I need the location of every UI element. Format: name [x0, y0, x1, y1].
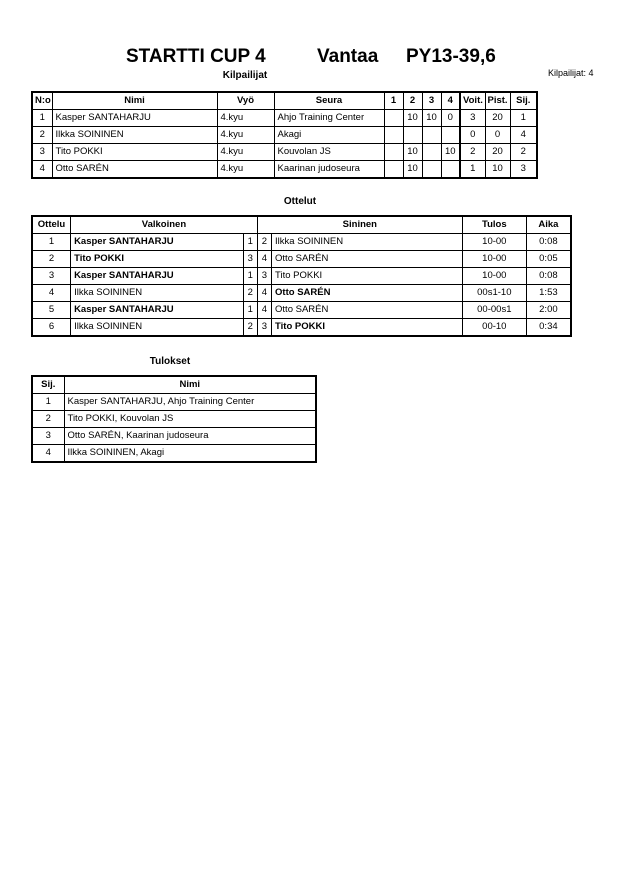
score-vs-4: [441, 127, 460, 144]
result-row: [32, 411, 316, 428]
blue-fighter: Otto SARÉN: [272, 285, 463, 302]
white-fighter-number: 1: [243, 302, 257, 319]
competitor-place: 1: [510, 110, 537, 127]
matches-col-header: Tulos: [462, 216, 526, 234]
competitor-wins: 2: [460, 144, 485, 161]
score-vs-2: 10: [403, 161, 422, 179]
competitors-col-header: Voit.: [460, 92, 485, 110]
match-number: 2: [32, 251, 71, 268]
competitor-points: 20: [485, 110, 510, 127]
match-result: 10-00: [462, 268, 526, 285]
competitor-number: 4: [32, 161, 52, 179]
score-vs-4: 0: [441, 110, 460, 127]
result-name: Otto SARÉN, Kaarinan judoseura: [64, 428, 316, 445]
score-vs-3: [422, 144, 441, 161]
competitors-col-header: Vyö: [217, 92, 274, 110]
result-name: Tito POKKI, Kouvolan JS: [64, 411, 316, 428]
match-number: 6: [32, 319, 71, 337]
competitor-row: [32, 144, 537, 161]
competitor-points: 10: [485, 161, 510, 179]
results-col-header: Nimi: [64, 376, 316, 394]
score-vs-2: 10: [403, 110, 422, 127]
match-number: 1: [32, 234, 71, 251]
matches-col-header: Sininen: [257, 216, 462, 234]
competitors-col-header: N:o: [32, 92, 52, 110]
matches-col-header: Valkoinen: [71, 216, 258, 234]
match-time: 0:34: [526, 319, 571, 337]
score-vs-1: [384, 110, 403, 127]
match-row: [32, 251, 571, 268]
blue-fighter-number: 2: [257, 234, 271, 251]
competitor-points: 20: [485, 144, 510, 161]
match-number: 3: [32, 268, 71, 285]
competitor-place: 2: [510, 144, 537, 161]
matches-section-title: Ottelut: [283, 196, 317, 207]
result-name: Ilkka SOININEN, Akagi: [64, 445, 316, 463]
match-result: 10-00: [462, 234, 526, 251]
match-row: [32, 302, 571, 319]
blue-fighter-number: 3: [257, 268, 271, 285]
blue-fighter: Otto SARÉN: [272, 302, 463, 319]
score-vs-3: [422, 127, 441, 144]
result-place: 3: [32, 428, 64, 445]
competitor-row: [32, 127, 537, 144]
score-vs-1: [384, 127, 403, 144]
result-place: 4: [32, 445, 64, 463]
match-number: 4: [32, 285, 71, 302]
match-row: [32, 234, 571, 251]
matches-table: [31, 215, 572, 337]
competitor-place: 4: [510, 127, 537, 144]
score-vs-4: 10: [441, 144, 460, 161]
competitors-header-row: [32, 92, 537, 110]
white-fighter: Ilkka SOININEN: [71, 285, 244, 302]
white-fighter: Tito POKKI: [71, 251, 244, 268]
competitors-col-header: Sij.: [510, 92, 537, 110]
competitor-wins: 3: [460, 110, 485, 127]
blue-fighter: Tito POKKI: [272, 319, 463, 337]
competitor-club: Akagi: [274, 127, 384, 144]
white-fighter-number: 1: [243, 234, 257, 251]
blue-fighter-number: 4: [257, 285, 271, 302]
white-fighter: Kasper SANTAHARJU: [71, 268, 244, 285]
match-time: 1:53: [526, 285, 571, 302]
competitor-points: 0: [485, 127, 510, 144]
competitor-number: 3: [32, 144, 52, 161]
blue-fighter-number: 4: [257, 251, 271, 268]
competitor-wins: 1: [460, 161, 485, 179]
competitors-col-header: Nimi: [52, 92, 217, 110]
competitors-col-header: Seura: [274, 92, 384, 110]
competitor-belt: 4.kyu: [217, 144, 274, 161]
results-section-title: Tulokset: [149, 356, 191, 367]
competitor-name: Kasper SANTAHARJU: [52, 110, 217, 127]
competitor-number: 1: [32, 110, 52, 127]
competitors-col-header: 2: [403, 92, 422, 110]
result-place: 1: [32, 394, 64, 411]
score-vs-1: [384, 161, 403, 179]
competitor-belt: 4.kyu: [217, 161, 274, 179]
blue-fighter: Tito POKKI: [272, 268, 463, 285]
match-time: 0:08: [526, 234, 571, 251]
match-row: [32, 285, 571, 302]
blue-fighter-number: 4: [257, 302, 271, 319]
match-time: 0:05: [526, 251, 571, 268]
competitor-belt: 4.kyu: [217, 110, 274, 127]
white-fighter-number: 3: [243, 251, 257, 268]
match-result: 00-10: [462, 319, 526, 337]
competitor-number: 2: [32, 127, 52, 144]
result-place: 2: [32, 411, 64, 428]
score-vs-3: [422, 161, 441, 179]
competitor-club: Kouvolan JS: [274, 144, 384, 161]
results-header-row: [32, 376, 316, 394]
competitor-name: Ilkka SOININEN: [52, 127, 217, 144]
blue-fighter: Ilkka SOININEN: [272, 234, 463, 251]
competitor-belt: 4.kyu: [217, 127, 274, 144]
white-fighter-number: 1: [243, 268, 257, 285]
white-fighter-number: 2: [243, 285, 257, 302]
score-vs-2: [403, 127, 422, 144]
competitor-place: 3: [510, 161, 537, 179]
score-vs-3: 10: [422, 110, 441, 127]
results-col-header: Sij.: [32, 376, 64, 394]
competitor-wins: 0: [460, 127, 485, 144]
match-result: 00s1-10: [462, 285, 526, 302]
competitor-club: Ahjo Training Center: [274, 110, 384, 127]
matches-header-row: [32, 216, 571, 234]
match-time: 2:00: [526, 302, 571, 319]
matches-col-header: Ottelu: [32, 216, 71, 234]
match-result: 10-00: [462, 251, 526, 268]
competitor-name: Tito POKKI: [52, 144, 217, 161]
match-result: 00-00s1: [462, 302, 526, 319]
tournament-title: STARTTI CUP 4: [126, 46, 266, 67]
score-vs-1: [384, 144, 403, 161]
results-table: [31, 375, 317, 463]
blue-fighter: Otto SARÉN: [272, 251, 463, 268]
result-name: Kasper SANTAHARJU, Ahjo Training Center: [64, 394, 316, 411]
matches-col-header: Aika: [526, 216, 571, 234]
white-fighter: Kasper SANTAHARJU: [71, 234, 244, 251]
match-row: [32, 268, 571, 285]
competitor-club: Kaarinan judoseura: [274, 161, 384, 179]
score-vs-4: [441, 161, 460, 179]
match-row: [32, 319, 571, 337]
match-number: 5: [32, 302, 71, 319]
match-time: 0:08: [526, 268, 571, 285]
score-vs-2: 10: [403, 144, 422, 161]
competitor-row: [32, 161, 537, 179]
competitor-row: [32, 110, 537, 127]
page-header: [0, 46, 630, 70]
weight-category: PY13-39,6: [406, 46, 496, 67]
competitors-col-header: 3: [422, 92, 441, 110]
white-fighter: Kasper SANTAHARJU: [71, 302, 244, 319]
white-fighter: Ilkka SOININEN: [71, 319, 244, 337]
competitors-col-header: 4: [441, 92, 460, 110]
blue-fighter-number: 3: [257, 319, 271, 337]
competitors-section-title: Kilpailijat: [222, 70, 268, 81]
result-row: [32, 428, 316, 445]
competitors-count: Kilpailijat: 4: [548, 68, 594, 78]
result-row: [32, 394, 316, 411]
competitors-table: [31, 91, 538, 179]
white-fighter-number: 2: [243, 319, 257, 337]
competitors-col-header: Pist.: [485, 92, 510, 110]
competitor-name: Otto SARÉN: [52, 161, 217, 179]
competitors-col-header: 1: [384, 92, 403, 110]
tournament-city: Vantaa: [317, 46, 379, 67]
result-row: [32, 445, 316, 463]
